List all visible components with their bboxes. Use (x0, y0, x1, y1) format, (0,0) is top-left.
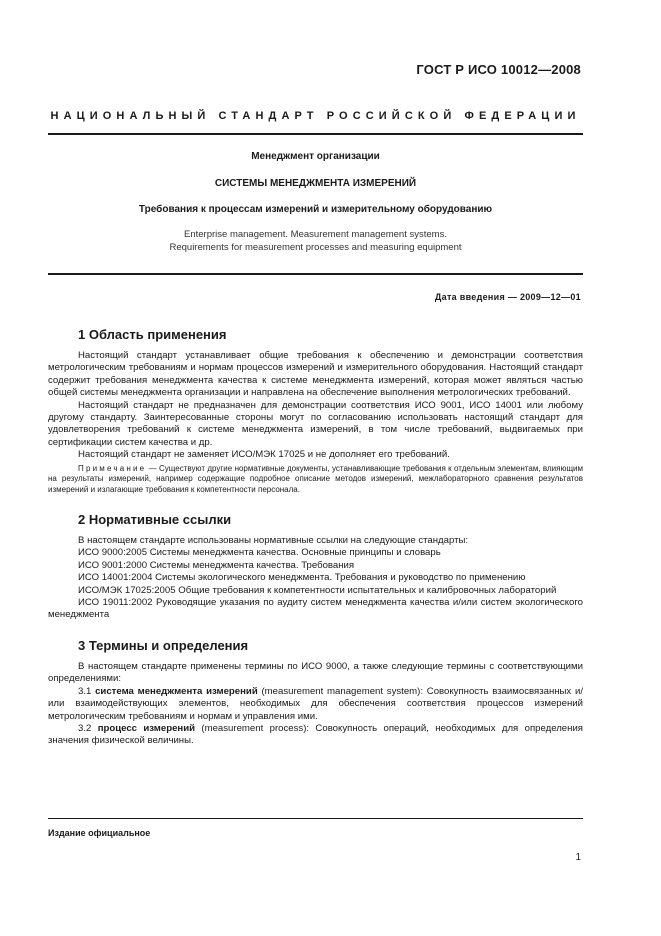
title-english-1: Enterprise management. Measurement management systems. (184, 229, 447, 240)
title-line-3: Требования к процессам измерений и измерительному оборудованию (138, 204, 493, 215)
standard-code: ГОСТ Р ИСО 10012—2008 (416, 62, 581, 77)
paragraph: Настоящий стандарт устанавливает общие требования к обеспечению и демонстрации соответствия метрологическим требованиям и нормам процессов измерений и измерительного оборудования. Настоящий стандарт содержит требования менеджмента качества к системе менеджмента измерений, которая может являться частью общей системы менеджмента организации и направлена на обеспечение выполнения метрологических требований. (48, 350, 583, 399)
title-line-2: СИСТЕМЫ МЕНЕДЖМЕНТА ИЗМЕРЕНИЙ (214, 178, 417, 189)
term-number: 3.1 (78, 685, 92, 697)
reference-item: ИСО/МЭК 17025:2005 Общие требования к компетентности испытательных и калибровочных лабораторий (78, 584, 557, 596)
title-line-1: Менеджмент организации (251, 151, 380, 162)
reference-item: ИСО 9000:2005 Системы менеджмента качества. Основные принципы и словарь (78, 547, 441, 559)
term-definition (48, 723, 583, 748)
note-text: — Существуют другие нормативные документы, устанавливающие требования к отдельным элементам, влияющим на результаты измерений, например содержащие подробное описание методов измерений, межлабораторного сравнения результатов измерений и излагающие требования к компетентности персонала. (48, 463, 583, 495)
section-2 (48, 511, 583, 622)
term-name: система менеджмента измерений (95, 685, 258, 697)
reference-item: ИСО 9001:2000 Системы менеджмента качества. Требования (78, 559, 355, 571)
footer-rule (48, 818, 583, 819)
reference-item: ИСО 19011:2002 Руководящие указания по аудиту систем менеджмента качества и/или систем экологического менеджмента (48, 597, 583, 621)
term-text: (measurement management system): Совокупность взаимосвязанных и/или взаимодействующих элементов, необходимых для обеспечения соответствия процессов измерений метрологическим требованиям и нормам и управления ими. (48, 685, 583, 722)
title-english-2: Requirements for measurement processes and measuring equipment (169, 242, 462, 253)
section-3 (48, 637, 583, 748)
title-block (48, 151, 583, 254)
term-number: 3.2 (78, 722, 92, 734)
section-1 (48, 326, 583, 496)
title-rule (48, 273, 583, 275)
paragraph: Настоящий стандарт не предназначен для демонстрации соответствия ИСО 9001, ИСО 14001 или любому другому стандарту. Заинтересованные стороны могут по согласованию использовать настоящий стандарт для удовлетворения требований к системе менеджмента измерений, в том числе требований, выдвигаемых при сертификации систем качества и др. (48, 399, 583, 448)
note-label: Примечание (78, 463, 147, 473)
reference-item: ИСО 14001:2004 Системы экологического менеджмента. Требования и руководство по применению (78, 572, 526, 584)
section-heading: 2 Нормативные ссылки (78, 512, 232, 528)
note (48, 464, 583, 496)
section-heading: 1 Область применения (78, 327, 227, 342)
page-number: 1 (575, 852, 581, 863)
paragraph: Настоящий стандарт не заменяет ИСО/МЭК 17025 и не дополняет его требований. (78, 449, 450, 461)
official-edition-label: Издание официальное (48, 828, 151, 838)
paragraph: В настоящем стандарте применены термины по ИСО 9000, а также следующие термины с соответствующими определениями: (48, 660, 583, 685)
header-rule (48, 133, 583, 135)
term-name: процесс измерений (97, 722, 196, 734)
national-standard-banner: НАЦИОНАЛЬНЫЙ СТАНДАРТ РОССИЙСКОЙ ФЕДЕРАЦИИ (50, 110, 581, 122)
term-text: (measurement process): Совокупность операций, необходимых для определения значения физической величины. (48, 722, 583, 747)
section-heading: 3 Термины и определения (78, 637, 249, 653)
effective-date: Дата введения — 2009—12—01 (434, 292, 581, 302)
document-body (48, 326, 583, 748)
term-definition (48, 686, 583, 723)
paragraph: В настоящем стандарте использованы нормативные ссылки на следующие стандарты: (78, 535, 469, 547)
